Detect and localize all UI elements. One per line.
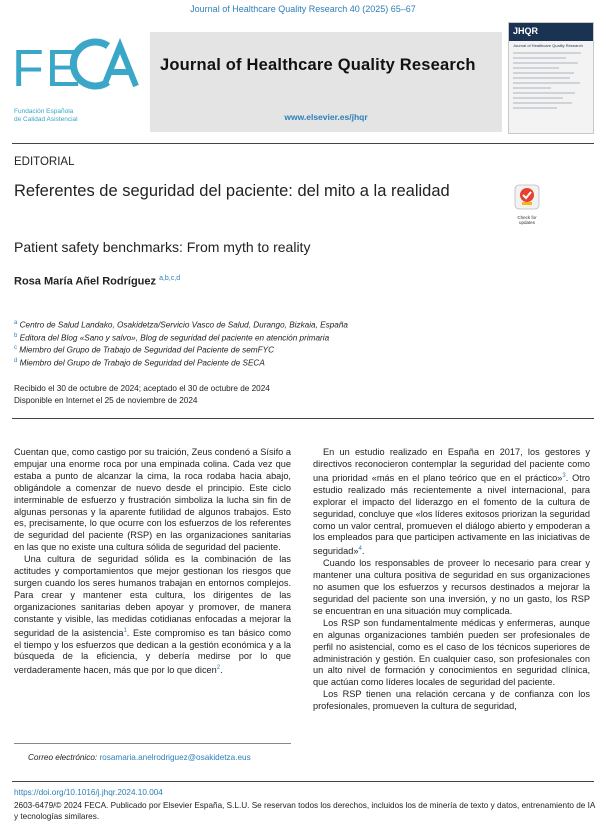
reference-link[interactable]: 4 [358,546,362,553]
email-link[interactable]: rosamaria.anelrodriguez@osakidetza.eus [99,753,251,762]
cover-subtitle: Journal of Healthcare Quality Research [513,43,583,48]
online-date: Disponible en Internet el 25 de noviembre de 2024 [14,395,198,405]
affiliation-c: $^c$ Miembro del Grupo de Trabajo de Seguridad del Paciente de semFYC [14,345,274,356]
article-title-spanish: Referentes de seguridad del paciente: del mito a la realidad [14,182,450,200]
affiliation-b: $^b$ Editora del Blog «Sano y salvo», Blog de seguridad del paciente en atención primaria [14,332,330,343]
paragraph: Una cultura de seguridad sólida es la combinación de las actitudes y comportamientos que mejor gestionan los riesgos que surgen cuando los seres humanos trabajan en entornos complejos. Para crear y mantener esta cultura, los dirigentes de las organizaciones sanitarias deben apoyar y promover, de manera constante y visible, las medidas cotidianas enfocadas a mejorar la seguridad de la asistencia$^1$. Este compromiso es tan básico como el tiempo y los esfuerzos que dedican a la gestión económica y a la búsqueda de la eficiencia, y debería medirse por lo que verdaderamente hacen, más que por lo que dicen$^2$. [14,554,291,676]
journal-header [12,22,596,134]
reference-link[interactable]: 3 [562,472,566,479]
received-date: Recibido el 30 de octubre de 2024; aceptado el 30 de octubre de 2024 [14,384,270,393]
affiliation-d: $^d$ Miembro del Grupo de Trabajo de Seguridad del Paciente de SECA [14,358,265,368]
logo-subtitle: Fundación Española de Calidad Asistencial [14,108,78,123]
footer-divider [12,781,594,782]
body-divider [12,418,594,419]
article-title-english: Patient safety benchmarks: From myth to reality [14,239,311,255]
reference-link[interactable]: 2 [216,665,221,672]
journal-banner [150,32,502,132]
paragraph: Los RSP son fundamentalmente médicas y enfermeras, aunque en algunas organizaciones también pueden ser profesionales de perfil no asistencial, como es el caso de los técnicos superiores de administración y gestión. En cualquier caso, son profesionales con un alto nivel de formación y conocimientos en seguridad clínica, que actúan como líderes locales de seguridad del paciente. [313,617,590,688]
paragraph: Los RSP tienen una relación cercana y de confianza con los profesionales, promueven la cultura de seguridad, [313,689,590,712]
author-affiliation-keys[interactable]: a,b,c,d [159,275,181,282]
correspondence-email: Correo electrónico: rosamaria.anelrodriguez@osakidetza.eus [28,753,251,762]
article-dates [14,383,270,406]
check-for-updates-button[interactable] [512,184,542,225]
affiliations-list [14,318,348,369]
copyright-notice: 2603-6479/© 2024 FECA. Publicado por Elsevier España, S.L.U. Se reservan todos los derechos, incluidos los de minería de texto y datos, entrenamiento de IA y tecnologías similares. [14,801,595,821]
paragraph: En un estudio realizado en España en 2017, los gestores y directivos reconocieron contemplar la seguridad del paciente como una prioridad «más en el plano teórico que en el práctico»$^3$. Otro estudio realizado más recientemente a nivel internacional, para explorar el impacto del liderazgo en el fomento de la cultura de seguridad, concluye que «los líderes exitosos priorizan la seguridad como un valor central, promueven el diálogo abierto y empoderan a los empleados para que participen activamente en las iniciativas de seguridad»$^4$. [313,447,590,557]
check-for-updates-label: Check for updates [517,215,537,225]
cover-title: JHQR [513,26,539,36]
author-name: Rosa María Añel Rodríguez $^{a,b,c,d}$ [14,275,181,288]
affiliation-a: $^a$ Centro de Salud Landako, Osakidetza/Servicio Vasco de Salud, Durango, Bizkaia, España [14,320,348,330]
header-divider [12,143,594,144]
journal-title: Journal of Healthcare Quality Research [160,56,476,74]
journal-cover-thumbnail[interactable] [508,22,594,134]
check-for-updates-icon [514,184,540,210]
feca-logo-mark [12,30,142,102]
body-column-left [14,447,291,677]
paragraph: Cuentan que, como castigo por su traición, Zeus condenó a Sísifo a empujar una enorme roca por una empinada colina. Cada vez que estaba a punto de alcanzar la cima, la roca rodaba hacia abajo, obligándole a comenzar de nuevo desde el principio. Este ciclo interminable de esfuerzo y frustración simboliza la lucha sin fin de algunas personas y la aparente futilidad de algunos trabajos. Esto es, precisamente, lo que ocurre con los esfuerzos de los referentes de seguridad del paciente (RSP) en las organizaciones sanitarias en las que no existe una cultura sólida de seguridad del paciente. [14,447,291,553]
cover-content-lines [513,52,589,109]
journal-url-link[interactable]: www.elsevier.es/jhqr [284,112,368,122]
svg-text:FE: FE [12,40,83,98]
doi-link[interactable]: https://doi.org/10.1016/j.jhqr.2024.10.004 [14,788,163,797]
paragraph: Cuando los responsables de proveer lo necesario para crear y mantener una cultura positiva de seguridad en sus organizaciones no asumen que los esfuerzos y recursos destinados a mejorar la seguridad del paciente son una inversión, y no un gasto, los RSP se encuentran en una situación muy complicada. [313,558,590,616]
body-column-right [313,447,590,713]
reference-link[interactable]: 1 [123,627,127,634]
feca-logo [12,30,142,130]
section-label: EDITORIAL [14,156,75,168]
journal-reference[interactable]: Journal of Healthcare Quality Research 40 (2025) 65–67 [190,4,416,14]
footnote-divider [14,743,291,744]
